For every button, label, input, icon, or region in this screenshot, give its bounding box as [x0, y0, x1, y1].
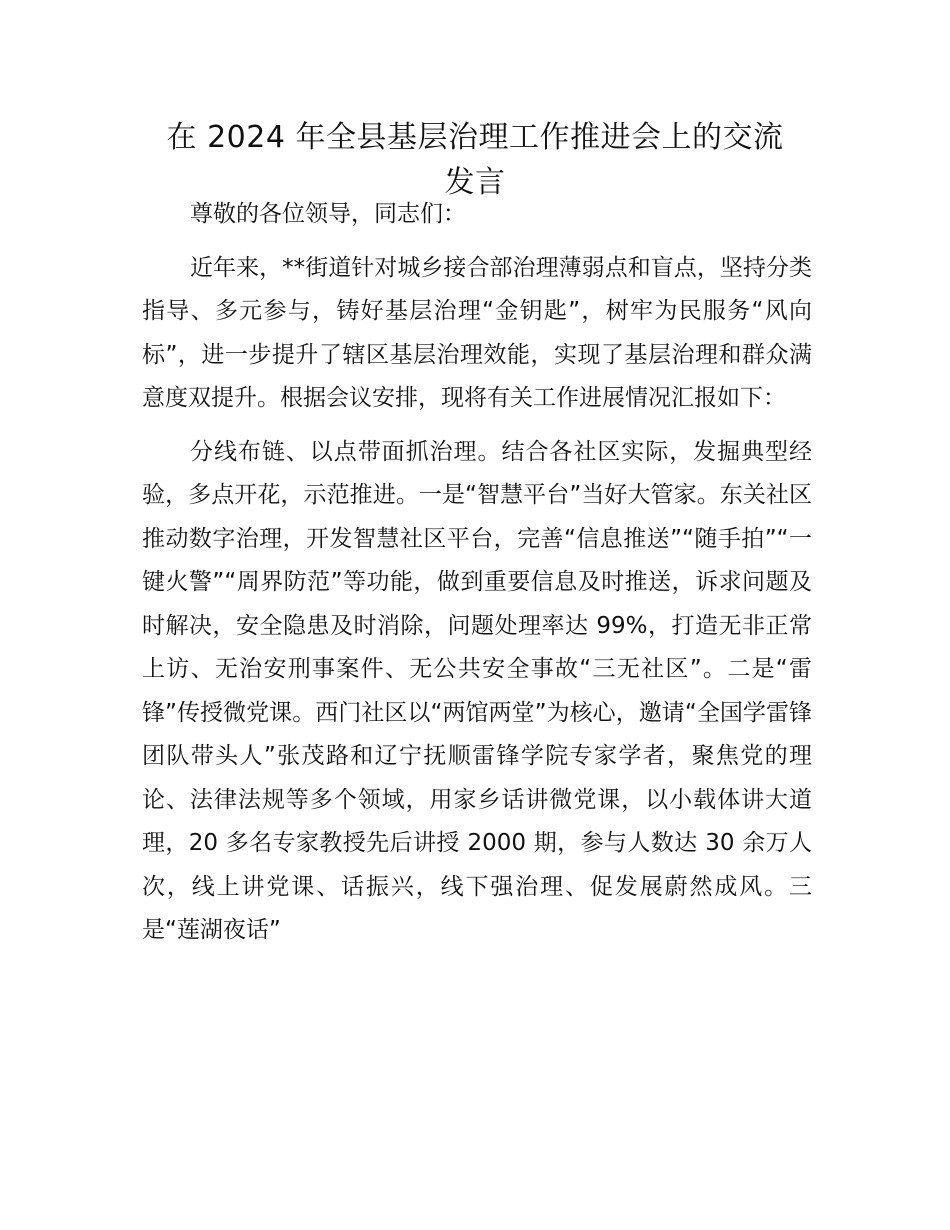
- paragraph-intro: 近年来，**街道针对城乡接合部治理薄弱点和盲点，坚持分类指导、多元参与，铸好基层治理“金钥匙”，树牢为民服务“风向标”，进一步提升了辖区基层治理效能，实现了基层治理和群众满意度双提升。根据会议安排，现将有关工作进展情况汇报如下：: [142, 254, 812, 411]
- title-line-1: 在 2024 年全县基层治理工作推进会上的交流: [166, 120, 784, 155]
- title-line-2: 发言: [444, 165, 506, 200]
- paragraph-governance: 分线布链、以点带面抓治理。结合各社区实际，发掘典型经验，多点开花，示范推进。一是“智慧平台”当好大管家。东关社区推动数字治理，开发智慧社区平台，完善“信息推送”“随手拍”“一键火警”“周界防范”等功能，做到重要信息及时推送，诉求问题及时解决，安全隐患及时消除，问题处理率达 99%，打造无非正常上访、无治安刑事案件、无公共安全事故“三无社区”。二是“雷锋”传授微党课。西门社区以“两馆两堂”为核心，邀请“全国学雷锋团队带头人”张茂路和辽宁抚顺雷锋学院专家学者，聚焦党的理论、法律法规等多个领域，用家乡话讲微党课，以小载体讲大道理，20 多名专家教授先后讲授 2000 期，参与人数达 30 余万人次，线上讲党课、话振兴，线下强治理、促发展蔚然成风。三是“莲湖夜话”: [142, 438, 812, 943]
- document-title: [120, 115, 830, 205]
- salutation: 尊敬的各位领导，同志们：: [190, 201, 466, 227]
- document-body: [142, 193, 812, 963]
